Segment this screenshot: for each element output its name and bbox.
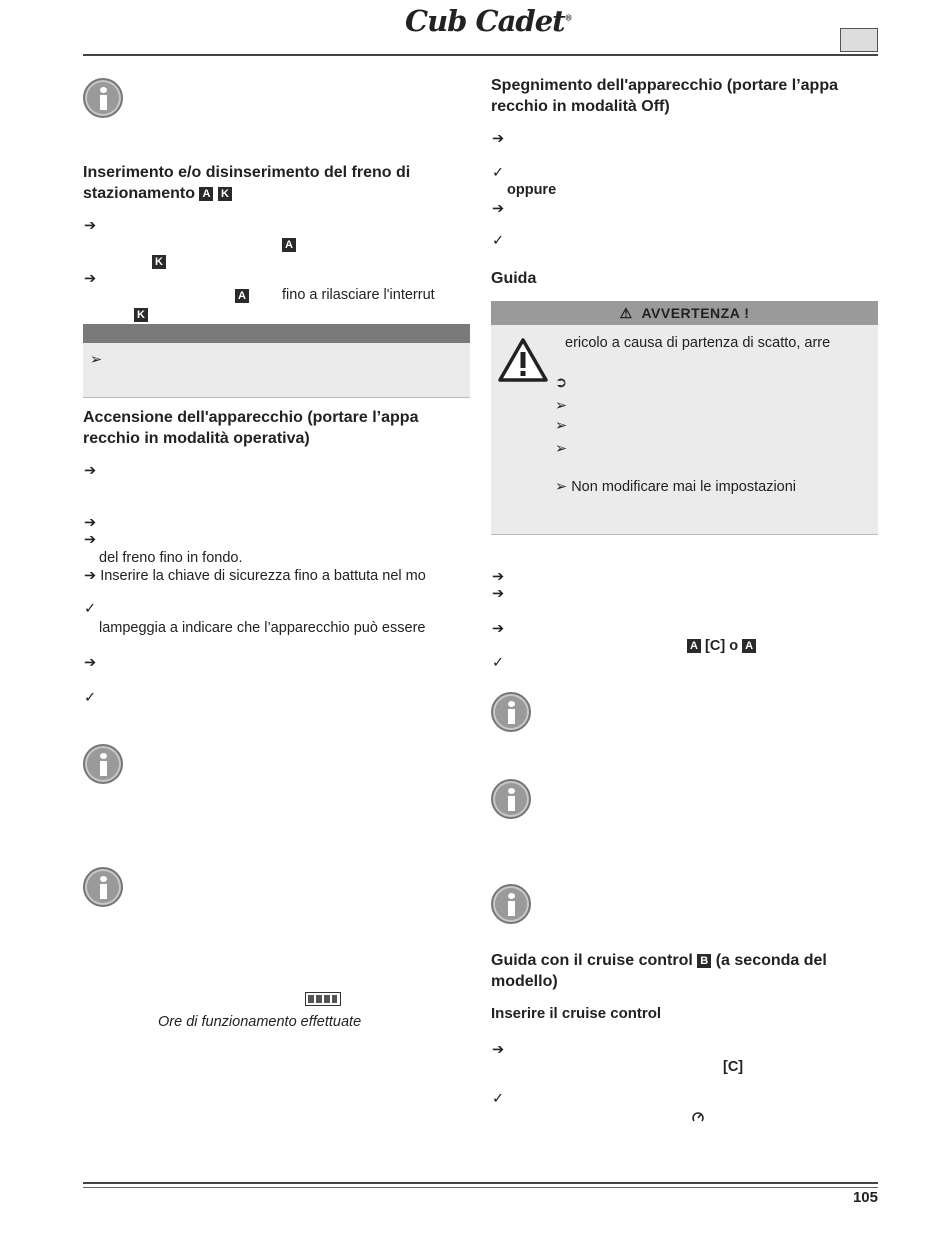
oppure-label: oppure bbox=[507, 182, 557, 198]
instruction-text: fino a rilasciare l'interrut bbox=[282, 287, 435, 303]
warning-instruction: ➢ Non modificare mai le impostazioni bbox=[555, 479, 797, 495]
ref-badge-a: A bbox=[235, 287, 249, 305]
battery-icon bbox=[305, 992, 341, 1006]
component-reference: [C] bbox=[723, 1059, 744, 1075]
cruise-control-heading: Guida con il cruise control B (a seconda del modello) bbox=[491, 952, 827, 990]
check-icon: ✓ bbox=[492, 655, 505, 671]
check-icon: ✓ bbox=[84, 690, 97, 706]
warning-text: ericolo a causa di partenza di scatto, arre bbox=[565, 335, 831, 351]
arrow-bullet-icon: ➔ bbox=[84, 655, 97, 671]
power-on-heading: Accensione dell'apparecchio (portare l’appa recchio in modalità operativa) bbox=[83, 409, 419, 447]
arrow-bullet-icon: ➔ bbox=[84, 532, 97, 548]
ref-badge-k: K bbox=[152, 253, 166, 271]
language-tab bbox=[840, 28, 878, 52]
check-icon: ✓ bbox=[492, 165, 505, 181]
note-box-header bbox=[83, 324, 470, 343]
arrow-bullet-icon: ➔ bbox=[84, 271, 97, 287]
arrow-bullet-icon: ➔ bbox=[84, 515, 97, 531]
instruction-text: del freno fino in fondo. bbox=[99, 550, 243, 566]
component-reference: A [C] o A bbox=[687, 637, 756, 655]
arrow-bullet-icon: ➔ bbox=[84, 218, 97, 234]
guida-heading: Guida bbox=[491, 270, 537, 287]
power-off-heading: Spegnimento dell'apparecchio (portare l’appa recchio in modalità Off) bbox=[491, 77, 838, 115]
footer-rule bbox=[83, 1182, 878, 1184]
warning-triangle-icon bbox=[497, 337, 549, 383]
park-brake-heading: Inserimento e/o disinserimento del freno di stazionamento A K bbox=[83, 164, 411, 202]
info-icon bbox=[491, 779, 531, 819]
chevron-bullet-icon: ➢ bbox=[555, 441, 568, 457]
instruction-line: ➔ Inserire la chiave di sicurezza fino a battuta nel mo bbox=[84, 568, 426, 584]
ref-badge-k: K bbox=[134, 306, 148, 324]
ref-badge-k: K bbox=[218, 187, 232, 201]
check-icon: ✓ bbox=[492, 1091, 505, 1107]
info-icon bbox=[491, 692, 531, 732]
arrow-bullet-icon: ➔ bbox=[492, 569, 505, 585]
operating-hours-label: Ore di funzionamento effettuate bbox=[158, 1014, 362, 1030]
instruction-text: lampeggia a indicare che l’apparecchio può essere bbox=[99, 620, 426, 636]
check-icon: ✓ bbox=[492, 233, 505, 249]
ref-badge-b: B bbox=[697, 954, 711, 968]
warning-header: ⚠ AVVERTENZA ! bbox=[491, 301, 878, 325]
warning-small-icon: ⚠ bbox=[619, 305, 633, 321]
cruise-control-icon bbox=[691, 1110, 705, 1124]
arrow-bullet-icon: ➔ bbox=[492, 621, 505, 637]
cruise-subheading: Inserire il cruise control bbox=[491, 1005, 662, 1022]
arrow-bullet-icon: ➔ bbox=[492, 131, 505, 147]
arrow-bullet-icon: ➔ bbox=[492, 1042, 505, 1058]
chevron-bullet-icon: ➢ bbox=[90, 352, 103, 368]
arrow-bullet-icon: ➔ bbox=[492, 586, 505, 602]
ref-badge-a: A bbox=[282, 236, 296, 254]
chevron-bullet-icon: ➢ bbox=[555, 418, 568, 434]
arrow-bullet-icon: ➔ bbox=[84, 463, 97, 479]
info-icon bbox=[83, 744, 123, 784]
header-rule bbox=[83, 54, 878, 56]
check-icon: ✓ bbox=[84, 601, 97, 617]
chevron-bullet-icon: ➢ bbox=[555, 398, 568, 414]
brand-logo: Cub Cadet® bbox=[405, 4, 572, 38]
info-icon bbox=[83, 867, 123, 907]
ref-badge-a: A bbox=[199, 187, 213, 201]
info-icon bbox=[83, 78, 123, 118]
page-number: 105 bbox=[852, 1189, 878, 1206]
circle-arrow-icon: ➲ bbox=[555, 375, 568, 391]
arrow-bullet-icon: ➔ bbox=[492, 201, 505, 217]
info-icon bbox=[491, 884, 531, 924]
footer-rule-thin bbox=[83, 1187, 878, 1188]
